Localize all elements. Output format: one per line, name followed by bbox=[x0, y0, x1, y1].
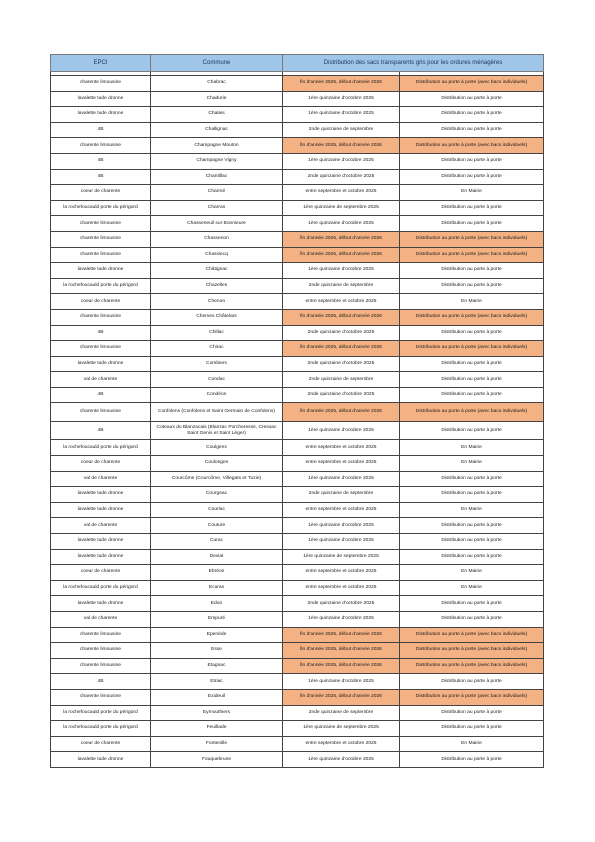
cell-commune: Courlac bbox=[151, 502, 283, 518]
cell-mode: Distribution au porte à porte bbox=[400, 387, 544, 403]
cell-epci: la rochefoucauld porte du périgord bbox=[51, 705, 151, 721]
cell-epci: charente limousine bbox=[51, 216, 151, 232]
table-row bbox=[51, 518, 544, 534]
cell-mode: En Mairie bbox=[400, 294, 544, 310]
header-commune: Commune bbox=[151, 55, 283, 72]
cell-commune: Chillac bbox=[151, 325, 283, 341]
table-row bbox=[51, 565, 544, 581]
cell-commune: Eymouthiers bbox=[151, 705, 283, 721]
cell-commune: Exideuil bbox=[151, 689, 283, 705]
table-row bbox=[51, 658, 544, 674]
table-row bbox=[51, 372, 544, 388]
table-row bbox=[51, 643, 544, 659]
distribution-table bbox=[50, 54, 544, 768]
table-row bbox=[51, 122, 544, 138]
header-distribution: Distribution des sacs transparents gris pour les ordures ménagères bbox=[283, 55, 544, 72]
cell-date: fin d'année 2025, début d'année 2026 bbox=[283, 643, 400, 659]
cell-epci: val de charente bbox=[51, 471, 151, 487]
cell-mode: Distribution au porte à porte (avec bacs individuels) bbox=[400, 643, 544, 659]
table-row bbox=[51, 325, 544, 341]
cell-date: 1ère quinzaine d'octobre 2025 bbox=[283, 91, 400, 107]
cell-commune: Challignac bbox=[151, 122, 283, 138]
cell-epci: charente limousine bbox=[51, 247, 151, 263]
table-row bbox=[51, 612, 544, 628]
distribution-table-sheet bbox=[50, 54, 543, 768]
cell-date: 2nde quinzaine d'octobre 2025 bbox=[283, 387, 400, 403]
table-row bbox=[51, 153, 544, 169]
cell-mode: Distribution au porte à porte (avec bacs individuels) bbox=[400, 403, 544, 422]
cell-epci: la rochefoucauld porte du périgord bbox=[51, 440, 151, 456]
cell-mode: Distribution au porte à porte bbox=[400, 91, 544, 107]
cell-date: 1ère quinzaine d'octobre 2025 bbox=[283, 612, 400, 628]
table-row bbox=[51, 736, 544, 752]
cell-commune: Empuré bbox=[151, 612, 283, 628]
cell-epci: charente limousine bbox=[51, 658, 151, 674]
cell-commune: Fouquebrune bbox=[151, 752, 283, 768]
cell-date: fin d'année 2025, début d'année 2026 bbox=[283, 341, 400, 357]
cell-date: 1ère quinzaine d'octobre 2025 bbox=[283, 153, 400, 169]
cell-date: 2nde quinzaine d'octobre 2025 bbox=[283, 356, 400, 372]
cell-commune: Champagne Vigny bbox=[151, 153, 283, 169]
cell-date: fin d'année 2025, début d'année 2026 bbox=[283, 247, 400, 263]
table-row bbox=[51, 440, 544, 456]
table-row bbox=[51, 294, 544, 310]
cell-date: entre septembre et octobre 2025 bbox=[283, 185, 400, 201]
cell-epci: val de charente bbox=[51, 372, 151, 388]
table-row bbox=[51, 263, 544, 279]
cell-epci: val de charente bbox=[51, 518, 151, 534]
cell-mode: Distribution au porte à porte bbox=[400, 596, 544, 612]
table-row bbox=[51, 200, 544, 216]
cell-mode: Distribution au porte à porte (avec bacs individuels) bbox=[400, 231, 544, 247]
cell-date: entre septembre et octobre 2025 bbox=[283, 502, 400, 518]
cell-commune: Chadurie bbox=[151, 91, 283, 107]
cell-date: 2nde quinzaine d'octobre 2025 bbox=[283, 325, 400, 341]
cell-epci: charente limousine bbox=[51, 309, 151, 325]
cell-mode: Distribution au porte à porte bbox=[400, 421, 544, 440]
cell-mode: Distribution au porte à porte (avec bacs individuels) bbox=[400, 689, 544, 705]
table-row bbox=[51, 487, 544, 503]
cell-date: 2nde quinzaine de septembre bbox=[283, 278, 400, 294]
cell-commune: Chenon bbox=[151, 294, 283, 310]
cell-commune: Courcôme (Courcôme, Villegats et Tuzie) bbox=[151, 471, 283, 487]
cell-commune: Etriac bbox=[151, 674, 283, 690]
cell-commune: Chirac bbox=[151, 341, 283, 357]
table-row bbox=[51, 689, 544, 705]
table-row bbox=[51, 387, 544, 403]
cell-date: 1ère quinzaine d'octobre 2025 bbox=[283, 216, 400, 232]
cell-mode: Distribution au porte à porte (avec bacs individuels) bbox=[400, 76, 544, 92]
cell-date: 1ère quinzaine de septembre 2025 bbox=[283, 721, 400, 737]
table-row bbox=[51, 549, 544, 565]
cell-date: fin d'année 2025, début d'année 2026 bbox=[283, 403, 400, 422]
cell-date: fin d'année 2025, début d'année 2026 bbox=[283, 689, 400, 705]
cell-commune: Chassiecq bbox=[151, 247, 283, 263]
table-row bbox=[51, 456, 544, 472]
cell-epci: lavalette tude dronne bbox=[51, 107, 151, 123]
cell-mode: Distribution au porte à porte (avec bacs individuels) bbox=[400, 138, 544, 154]
table-body bbox=[51, 72, 544, 768]
cell-commune: Charras bbox=[151, 200, 283, 216]
cell-commune: Deviat bbox=[151, 549, 283, 565]
cell-epci: coeur de charente bbox=[51, 185, 151, 201]
cell-commune: Etagnac bbox=[151, 658, 283, 674]
cell-date: 1ère quinzaine de septembre 2025 bbox=[283, 549, 400, 565]
cell-commune: Edon bbox=[151, 596, 283, 612]
cell-mode: Distribution au porte à porte bbox=[400, 200, 544, 216]
cell-epci: 4B bbox=[51, 325, 151, 341]
cell-epci: lavalette tude dronne bbox=[51, 263, 151, 279]
cell-commune: Esse bbox=[151, 643, 283, 659]
cell-epci: charente limousine bbox=[51, 76, 151, 92]
cell-commune: Cherves Châtelars bbox=[151, 309, 283, 325]
cell-commune: Ebréon bbox=[151, 565, 283, 581]
cell-commune: Coteaux du Blanzacais (Blanzac Porcheresse, Cressac Saint Genis et Saint Léger) bbox=[151, 421, 283, 440]
cell-commune: Curac bbox=[151, 534, 283, 550]
table-row bbox=[51, 752, 544, 768]
cell-epci: la rochefoucauld porte du périgord bbox=[51, 721, 151, 737]
cell-commune: Chasseneuil sur Bonnieure bbox=[151, 216, 283, 232]
cell-epci: lavalette tude dronne bbox=[51, 752, 151, 768]
cell-commune: Feuillade bbox=[151, 721, 283, 737]
cell-mode: Distribution au porte à porte bbox=[400, 487, 544, 503]
cell-date: 1ère quinzaine d'octobre 2025 bbox=[283, 263, 400, 279]
cell-mode: Distribution au porte à porte bbox=[400, 612, 544, 628]
table-row bbox=[51, 627, 544, 643]
cell-epci: lavalette tude dronne bbox=[51, 487, 151, 503]
table-row bbox=[51, 91, 544, 107]
cell-commune: Fontenille bbox=[151, 736, 283, 752]
table-row bbox=[51, 185, 544, 201]
cell-date: 1ère quinzaine de septembre 2025 bbox=[283, 200, 400, 216]
table-row bbox=[51, 580, 544, 596]
cell-date: entre septembre et octobre 2025 bbox=[283, 736, 400, 752]
cell-commune: Epenède bbox=[151, 627, 283, 643]
cell-date: fin d'année 2025, début d'année 2026 bbox=[283, 76, 400, 92]
cell-epci: 4B bbox=[51, 421, 151, 440]
cell-mode: Distribution au porte à porte bbox=[400, 263, 544, 279]
cell-epci: lavalette tude dronne bbox=[51, 91, 151, 107]
cell-mode: Distribution au porte à porte bbox=[400, 674, 544, 690]
cell-mode: Distribution au porte à porte bbox=[400, 721, 544, 737]
cell-epci: 4B bbox=[51, 387, 151, 403]
cell-epci: 4B bbox=[51, 169, 151, 185]
cell-epci: la rochefoucauld porte du périgord bbox=[51, 200, 151, 216]
cell-epci: lavalette tude dronne bbox=[51, 596, 151, 612]
table-row bbox=[51, 721, 544, 737]
table-row bbox=[51, 278, 544, 294]
cell-date: 1ère quinzaine d'octobre 2025 bbox=[283, 534, 400, 550]
cell-date: 1ère quinzaine d'octobre 2025 bbox=[283, 752, 400, 768]
cell-epci: 4B bbox=[51, 674, 151, 690]
cell-mode: Distribution au porte à porte (avec bacs individuels) bbox=[400, 658, 544, 674]
cell-mode: Distribution au porte à porte bbox=[400, 372, 544, 388]
table-row bbox=[51, 596, 544, 612]
table-row bbox=[51, 471, 544, 487]
cell-mode: En Mairie bbox=[400, 502, 544, 518]
table-row bbox=[51, 403, 544, 422]
cell-date: 2nde quinzaine de septembre bbox=[283, 372, 400, 388]
cell-epci: coeur de charente bbox=[51, 565, 151, 581]
cell-date: 1ère quinzaine d'octobre 2025 bbox=[283, 518, 400, 534]
cell-date: 2nde quinzaine de septembre bbox=[283, 122, 400, 138]
cell-date: 2nde quinzaine d'octobre 2025 bbox=[283, 169, 400, 185]
cell-epci: la rochefoucauld porte du périgord bbox=[51, 580, 151, 596]
cell-epci: charente limousine bbox=[51, 341, 151, 357]
cell-date: entre septembre et octobre 2025 bbox=[283, 580, 400, 596]
cell-commune: Chabrac bbox=[151, 76, 283, 92]
cell-mode: En Mairie bbox=[400, 736, 544, 752]
cell-date: fin d'année 2025, début d'année 2026 bbox=[283, 627, 400, 643]
table-row bbox=[51, 534, 544, 550]
cell-date: fin d'année 2025, début d'année 2026 bbox=[283, 138, 400, 154]
cell-epci: charente limousine bbox=[51, 138, 151, 154]
cell-date: 2nde quinzaine de septembre bbox=[283, 487, 400, 503]
table-row bbox=[51, 107, 544, 123]
cell-commune: Ecuras bbox=[151, 580, 283, 596]
cell-commune: Chazelles bbox=[151, 278, 283, 294]
cell-date: 1ère quinzaine d'octobre 2025 bbox=[283, 107, 400, 123]
cell-date: fin d'année 2025, début d'année 2026 bbox=[283, 309, 400, 325]
cell-commune: Coulonges bbox=[151, 456, 283, 472]
cell-epci: charente limousine bbox=[51, 231, 151, 247]
table-row bbox=[51, 705, 544, 721]
header-epci: EPCI bbox=[51, 55, 151, 72]
cell-mode: Distribution au porte à porte bbox=[400, 278, 544, 294]
cell-epci: charente limousine bbox=[51, 689, 151, 705]
cell-mode: Distribution au porte à porte bbox=[400, 216, 544, 232]
table-row bbox=[51, 341, 544, 357]
cell-mode: En Mairie bbox=[400, 456, 544, 472]
cell-commune: Chantillac bbox=[151, 169, 283, 185]
cell-mode: Distribution au porte à porte (avec bacs individuels) bbox=[400, 309, 544, 325]
cell-date: entre septembre et octobre 2025 bbox=[283, 565, 400, 581]
cell-date: 1ère quinzaine d'octobre 2025 bbox=[283, 421, 400, 440]
cell-commune: Chalais bbox=[151, 107, 283, 123]
cell-commune: Combiers bbox=[151, 356, 283, 372]
cell-epci: val de charente bbox=[51, 612, 151, 628]
cell-mode: Distribution au porte à porte bbox=[400, 549, 544, 565]
cell-epci: lavalette tude dronne bbox=[51, 356, 151, 372]
cell-commune: Confolens (Confolens et Saint Germain de Confolens) bbox=[151, 403, 283, 422]
cell-date: 1ère quinzaine d'octobre 2025 bbox=[283, 471, 400, 487]
cell-epci: coeur de charente bbox=[51, 456, 151, 472]
cell-mode: Distribution au porte à porte bbox=[400, 325, 544, 341]
cell-mode: En Mairie bbox=[400, 580, 544, 596]
cell-mode: Distribution au porte à porte (avec bacs individuels) bbox=[400, 247, 544, 263]
header-row bbox=[51, 55, 544, 72]
cell-date: 2nde quinzaine d'octobre 2025 bbox=[283, 596, 400, 612]
cell-commune: Courgeac bbox=[151, 487, 283, 503]
cell-date: fin d'année 2025, début d'année 2026 bbox=[283, 658, 400, 674]
cell-mode: Distribution au porte à porte bbox=[400, 534, 544, 550]
cell-mode: Distribution au porte à porte bbox=[400, 122, 544, 138]
table-row bbox=[51, 356, 544, 372]
cell-mode: En Mairie bbox=[400, 565, 544, 581]
table-row bbox=[51, 169, 544, 185]
cell-date: entre septembre et octobre 2025 bbox=[283, 440, 400, 456]
cell-commune: Couture bbox=[151, 518, 283, 534]
cell-commune: Condéon bbox=[151, 387, 283, 403]
table-row bbox=[51, 231, 544, 247]
cell-mode: Distribution au porte à porte bbox=[400, 107, 544, 123]
cell-commune: Chassenon bbox=[151, 231, 283, 247]
table-row bbox=[51, 309, 544, 325]
cell-date: entre septembre et octobre 2025 bbox=[283, 294, 400, 310]
cell-commune: Charmé bbox=[151, 185, 283, 201]
cell-commune: Champagne Mouton bbox=[151, 138, 283, 154]
cell-commune: Coulgens bbox=[151, 440, 283, 456]
cell-mode: Distribution au porte à porte bbox=[400, 705, 544, 721]
cell-epci: lavalette tude dronne bbox=[51, 549, 151, 565]
cell-date: 1ère quinzaine d'octobre 2025 bbox=[283, 674, 400, 690]
table-row bbox=[51, 674, 544, 690]
cell-mode: Distribution au porte à porte (avec bacs individuels) bbox=[400, 341, 544, 357]
cell-epci: 4B bbox=[51, 122, 151, 138]
cell-date: entre septembre et octobre 2025 bbox=[283, 456, 400, 472]
cell-epci: coeur de charente bbox=[51, 736, 151, 752]
cell-mode: Distribution au porte à porte bbox=[400, 518, 544, 534]
cell-epci: charente limousine bbox=[51, 643, 151, 659]
table-row bbox=[51, 76, 544, 92]
cell-commune: Condac bbox=[151, 372, 283, 388]
cell-mode: Distribution au porte à porte bbox=[400, 153, 544, 169]
cell-mode: En Mairie bbox=[400, 185, 544, 201]
table-row bbox=[51, 247, 544, 263]
table-row bbox=[51, 138, 544, 154]
cell-epci: la rochefoucauld porte du périgord bbox=[51, 278, 151, 294]
table-row bbox=[51, 502, 544, 518]
cell-mode: En Mairie bbox=[400, 440, 544, 456]
table-row bbox=[51, 421, 544, 440]
cell-epci: coeur de charente bbox=[51, 294, 151, 310]
cell-date: 2nde quinzaine de septembre bbox=[283, 705, 400, 721]
cell-mode: Distribution au porte à porte bbox=[400, 471, 544, 487]
cell-mode: Distribution au porte à porte bbox=[400, 356, 544, 372]
cell-mode: Distribution au porte à porte bbox=[400, 169, 544, 185]
cell-mode: Distribution au porte à porte (avec bacs individuels) bbox=[400, 627, 544, 643]
cell-commune: Châtignac bbox=[151, 263, 283, 279]
cell-epci: 4B bbox=[51, 153, 151, 169]
table-row bbox=[51, 216, 544, 232]
cell-epci: lavalette tude dronne bbox=[51, 502, 151, 518]
cell-date: fin d'année 2025, début d'année 2026 bbox=[283, 231, 400, 247]
cell-mode: Distribution au porte à porte bbox=[400, 752, 544, 768]
cell-epci: lavalette tude dronne bbox=[51, 534, 151, 550]
cell-epci: charente limousine bbox=[51, 403, 151, 422]
cell-epci: charente limousine bbox=[51, 627, 151, 643]
